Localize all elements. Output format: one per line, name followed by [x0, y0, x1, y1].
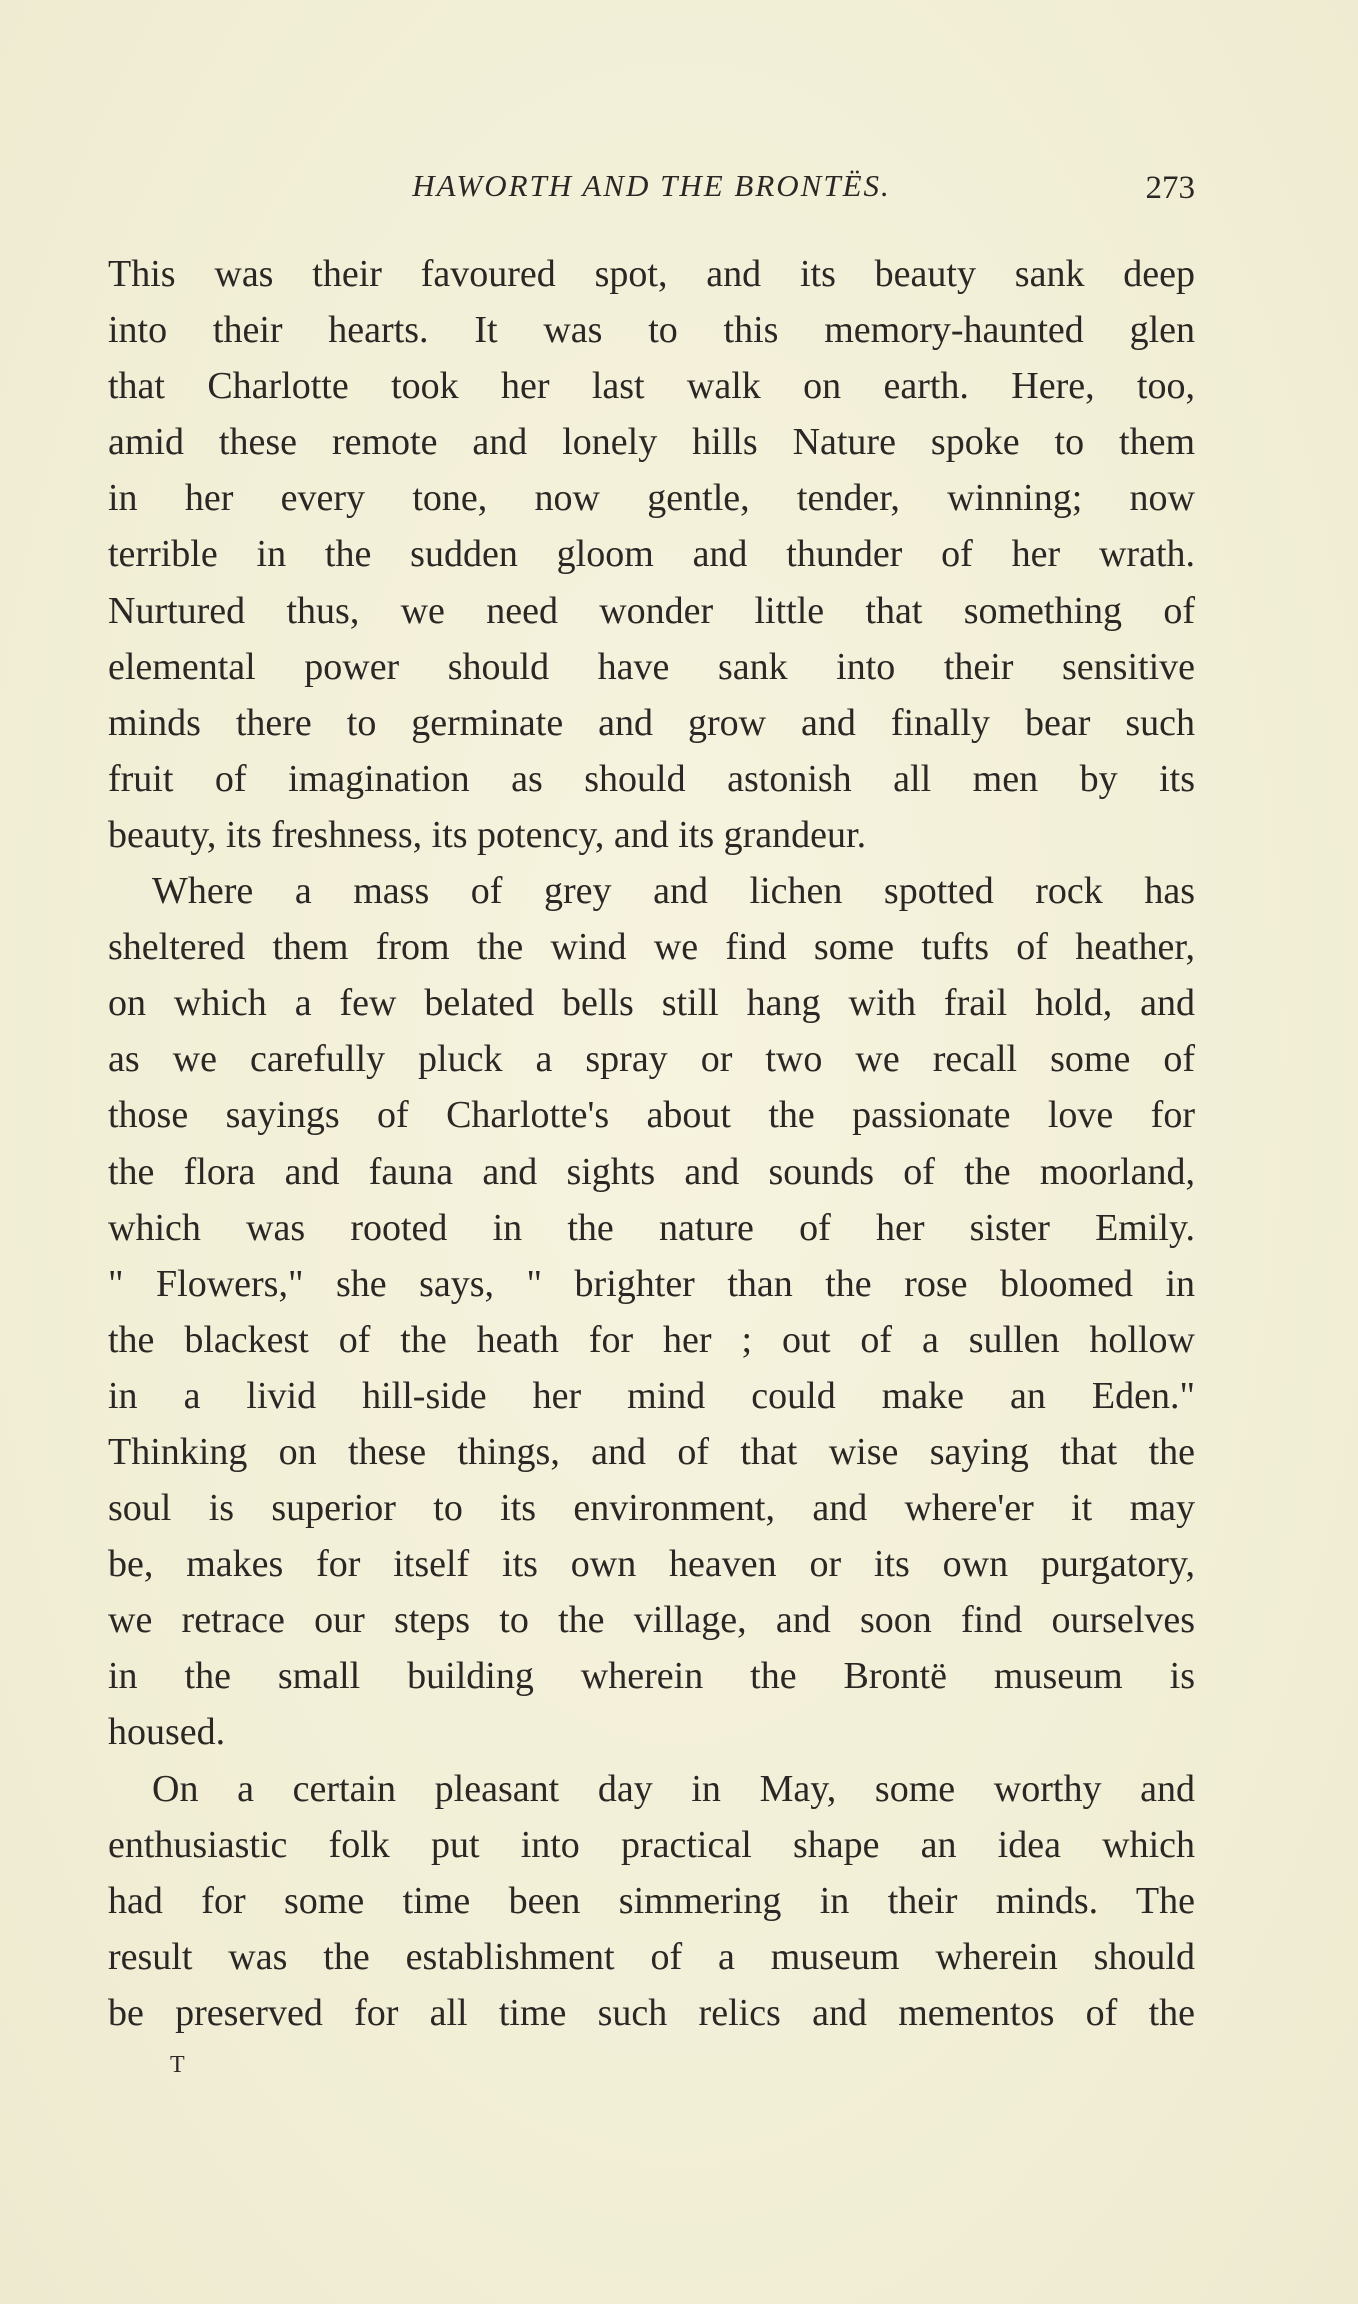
text-line: as we carefully pluck a spray or two we recall some of [108, 1038, 1195, 1081]
text-line: in her every tone, now gentle, tender, winning; now [108, 477, 1195, 520]
text-line: on which a few belated bells still hang with frail hold, and [108, 982, 1195, 1025]
text-line: had for some time been simmering in their minds. The [108, 1879, 1195, 1922]
text-line: enthusiastic folk put into practical shape an idea which [108, 1823, 1195, 1866]
text-line: we retrace our steps to the village, and soon find ourselves [108, 1599, 1195, 1642]
text-line: fruit of imagination as should astonish all men by its [108, 757, 1195, 800]
signature-mark: T [170, 2052, 185, 2078]
text-line: be, makes for itself its own heaven or its own purgatory, [108, 1543, 1195, 1586]
text-line: housed. [108, 1711, 226, 1754]
text-line: in a livid hill-side her mind could make an Eden." [108, 1374, 1195, 1417]
text-line: amid these remote and lonely hills Nature spoke to them [108, 421, 1195, 464]
text-line: elemental power should have sank into their sensitive [108, 645, 1195, 688]
running-head [108, 168, 1195, 218]
text-line: the flora and fauna and sights and sounds of the moorland, [108, 1150, 1195, 1193]
text-line: be preserved for all time such relics and mementos of the [108, 1991, 1195, 2034]
text-line: Where a mass of grey and lichen spotted rock has [152, 870, 1195, 913]
text-line: in the small building wherein the Brontë museum is [108, 1655, 1195, 1698]
text-line: beauty, its freshness, its potency, and its grandeur. [108, 813, 867, 856]
text-line: into their hearts. It was to this memory-haunted glen [108, 309, 1195, 352]
text-line: result was the establishment of a museum wherein should [108, 1935, 1195, 1978]
text-line: On a certain pleasant day in May, some worthy and [152, 1767, 1195, 1810]
text-line: Nurtured thus, we need wonder little that something of [108, 589, 1195, 632]
page-number: 273 [1145, 170, 1195, 206]
text-line: soul is superior to its environment, and where'er it may [108, 1487, 1195, 1530]
text-line: minds there to germinate and grow and finally bear such [108, 701, 1195, 744]
text-line: This was their favoured spot, and its beauty sank deep [108, 253, 1195, 295]
text-line: " Flowers," she says, " brighter than the rose bloomed in [108, 1262, 1195, 1305]
running-title: HAWORTH AND THE BRONTËS. [412, 168, 891, 203]
text-line: those sayings of Charlotte's about the passionate love for [108, 1094, 1195, 1137]
text-line: that Charlotte took her last walk on earth. Here, too, [108, 365, 1195, 408]
body-text [108, 246, 1195, 2041]
text-line: sheltered them from the wind we find some tufts of heather, [108, 926, 1195, 969]
text-line: terrible in the sudden gloom and thunder of her wrath. [108, 533, 1195, 576]
text-line: Thinking on these things, and of that wise saying that the [108, 1430, 1195, 1473]
text-line: the blackest of the heath for her ; out of a sullen hollow [108, 1318, 1195, 1361]
text-line: which was rooted in the nature of her sister Emily. [108, 1206, 1195, 1249]
